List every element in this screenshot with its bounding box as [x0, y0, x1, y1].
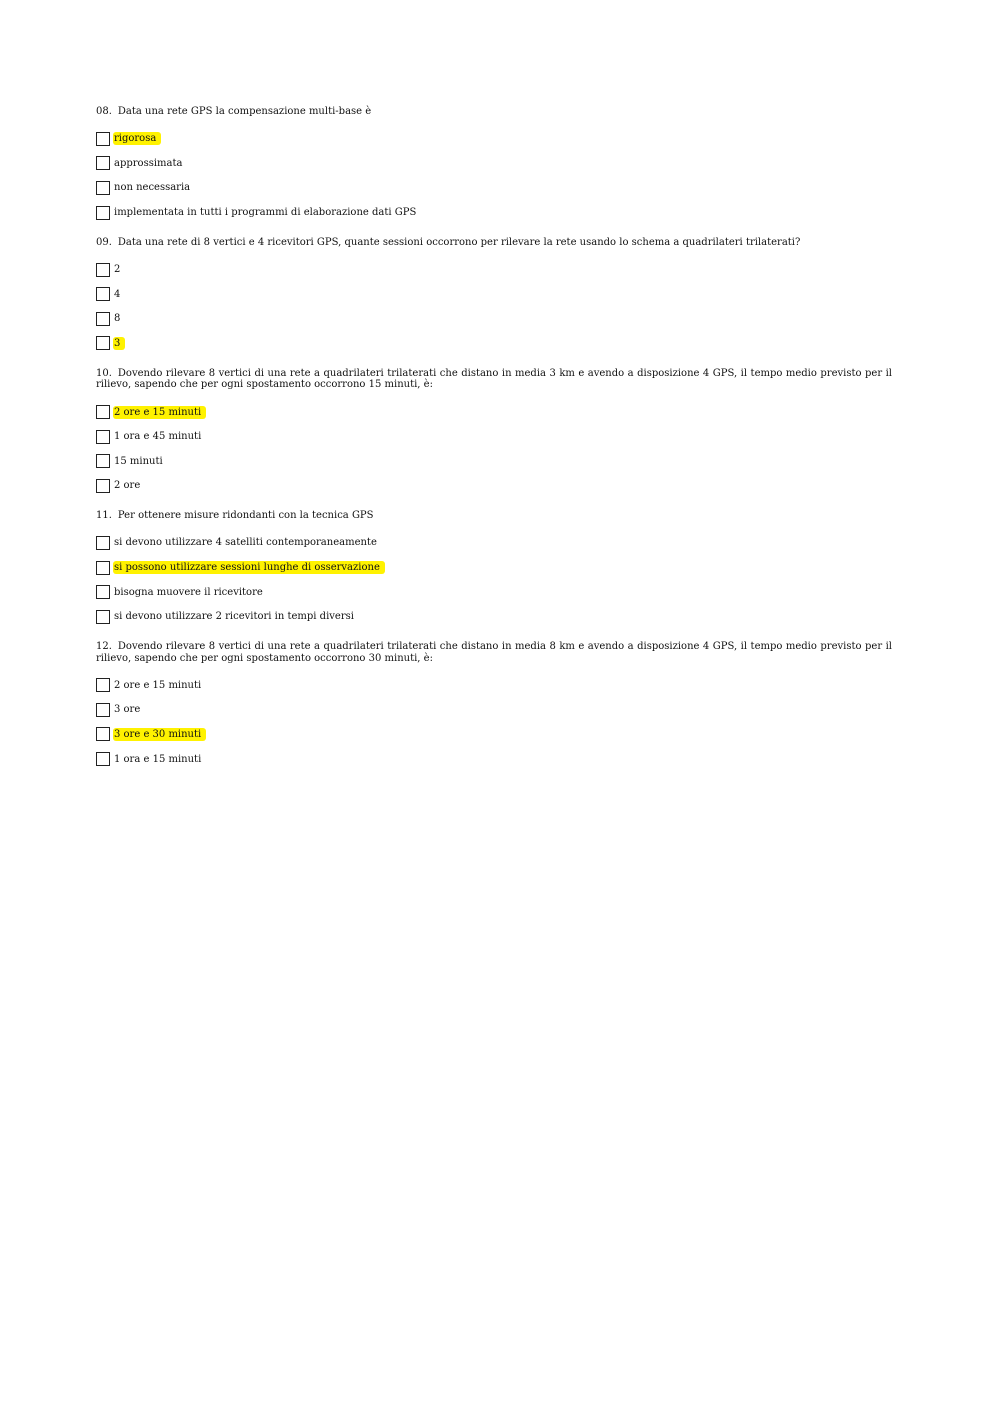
answer-checkbox[interactable]	[96, 405, 110, 419]
answer-option[interactable]	[96, 400, 892, 425]
answer-option[interactable]	[96, 424, 892, 449]
answer-option[interactable]	[96, 200, 892, 225]
answer-option[interactable]	[96, 747, 892, 772]
answer-label-highlighted: rigorosa	[113, 132, 161, 145]
question-prompt: Dovendo rilevare 8 vertici di una rete a quadrilateri trilaterati che distano in media 8 km e avendo a disposizione 4 GPS, il tempo medio previsto per il rilievo, sapendo che per ogni spostamento occorrono 30 minuti, è:	[96, 641, 892, 664]
answer-checkbox[interactable]	[96, 181, 110, 195]
answer-checkbox[interactable]	[96, 454, 110, 468]
answer-checkbox[interactable]	[96, 479, 110, 493]
question-number: 09.	[96, 236, 112, 248]
question-block	[96, 368, 892, 498]
question-number: 10.	[96, 367, 112, 379]
question-text	[96, 368, 892, 391]
question-block	[96, 106, 892, 225]
answer-option[interactable]	[96, 698, 892, 723]
answer-option[interactable]	[96, 331, 892, 356]
answer-option[interactable]	[96, 580, 892, 605]
answer-label: 8	[114, 313, 121, 325]
question-prompt: Dovendo rilevare 8 vertici di una rete a quadrilateri trilaterati che distano in media 3 km e avendo a disposizione 4 GPS, il tempo medio previsto per il rilievo, sapendo che per ogni spostamento occorrono 15 minuti, è:	[96, 367, 892, 391]
answer-option[interactable]	[96, 257, 892, 282]
question-block	[96, 510, 892, 629]
question-block	[96, 237, 892, 356]
answer-checkbox[interactable]	[96, 703, 110, 717]
answer-option[interactable]	[96, 673, 892, 698]
question-text	[96, 237, 892, 249]
answer-checkbox[interactable]	[96, 752, 110, 766]
question-prompt: Data una rete GPS la compensazione multi-base è	[117, 106, 372, 117]
answer-checkbox[interactable]	[96, 206, 110, 220]
answer-checkbox[interactable]	[96, 312, 110, 326]
question-prompt: Data una rete di 8 vertici e 4 ricevitori GPS, quante sessioni occorrono per rilevare la rete usando lo schema a quadrilateri trilaterati?	[117, 236, 801, 248]
question-block	[96, 641, 892, 771]
answer-label: 15 minuti	[114, 455, 163, 467]
answer-option[interactable]	[96, 531, 892, 556]
answer-label: approssimata	[114, 157, 183, 169]
answer-option[interactable]	[96, 722, 892, 747]
answer-checkbox[interactable]	[96, 263, 110, 277]
answer-label: bisogna muovere il ricevitore	[114, 586, 263, 598]
answer-label-highlighted: 3 ore e 30 minuti	[113, 728, 206, 741]
answer-label: si devono utilizzare 4 satelliti contemporaneamente	[114, 537, 377, 549]
answer-option[interactable]	[96, 449, 892, 474]
question-text	[96, 641, 892, 664]
answer-label: 1 ora e 45 minuti	[114, 431, 202, 443]
question-number: 12.	[96, 641, 112, 652]
answer-label-highlighted: si possono utilizzare sessioni lunghe di osservazione	[113, 561, 385, 574]
question-text	[96, 510, 892, 522]
answer-checkbox[interactable]	[96, 430, 110, 444]
answer-option[interactable]	[96, 282, 892, 307]
answer-option[interactable]	[96, 604, 892, 629]
answer-label: implementata in tutti i programmi di elaborazione dati GPS	[114, 207, 417, 219]
answer-label-highlighted: 3	[113, 337, 125, 350]
answer-option[interactable]	[96, 151, 892, 176]
answer-checkbox[interactable]	[96, 610, 110, 624]
answer-label: non necessaria	[114, 182, 191, 194]
answer-label-highlighted: 2 ore e 15 minuti	[113, 406, 206, 419]
answer-label: si devono utilizzare 2 ricevitori in tempi diversi	[114, 611, 354, 623]
answer-checkbox[interactable]	[96, 536, 110, 550]
answer-label: 3 ore	[114, 704, 141, 716]
answer-checkbox[interactable]	[96, 678, 110, 692]
answer-option[interactable]	[96, 474, 892, 499]
answer-checkbox[interactable]	[96, 336, 110, 350]
answer-checkbox[interactable]	[96, 727, 110, 741]
answer-checkbox[interactable]	[96, 561, 110, 575]
answer-option[interactable]	[96, 555, 892, 580]
answer-label: 2 ore	[114, 480, 141, 492]
answer-checkbox[interactable]	[96, 156, 110, 170]
question-text	[96, 106, 892, 118]
question-number: 08.	[96, 106, 112, 117]
answer-checkbox[interactable]	[96, 132, 110, 146]
answer-label: 1 ora e 15 minuti	[114, 753, 202, 765]
answer-option[interactable]	[96, 307, 892, 332]
quiz-page	[96, 106, 892, 783]
answer-checkbox[interactable]	[96, 287, 110, 301]
question-number: 11.	[96, 510, 112, 522]
answer-option[interactable]	[96, 176, 892, 201]
answer-label: 2	[114, 264, 121, 276]
question-prompt: Per ottenere misure ridondanti con la tecnica GPS	[117, 510, 374, 522]
answer-label: 4	[114, 288, 121, 300]
answer-label: 2 ore e 15 minuti	[114, 679, 202, 691]
answer-checkbox[interactable]	[96, 585, 110, 599]
answer-option[interactable]	[96, 127, 892, 152]
